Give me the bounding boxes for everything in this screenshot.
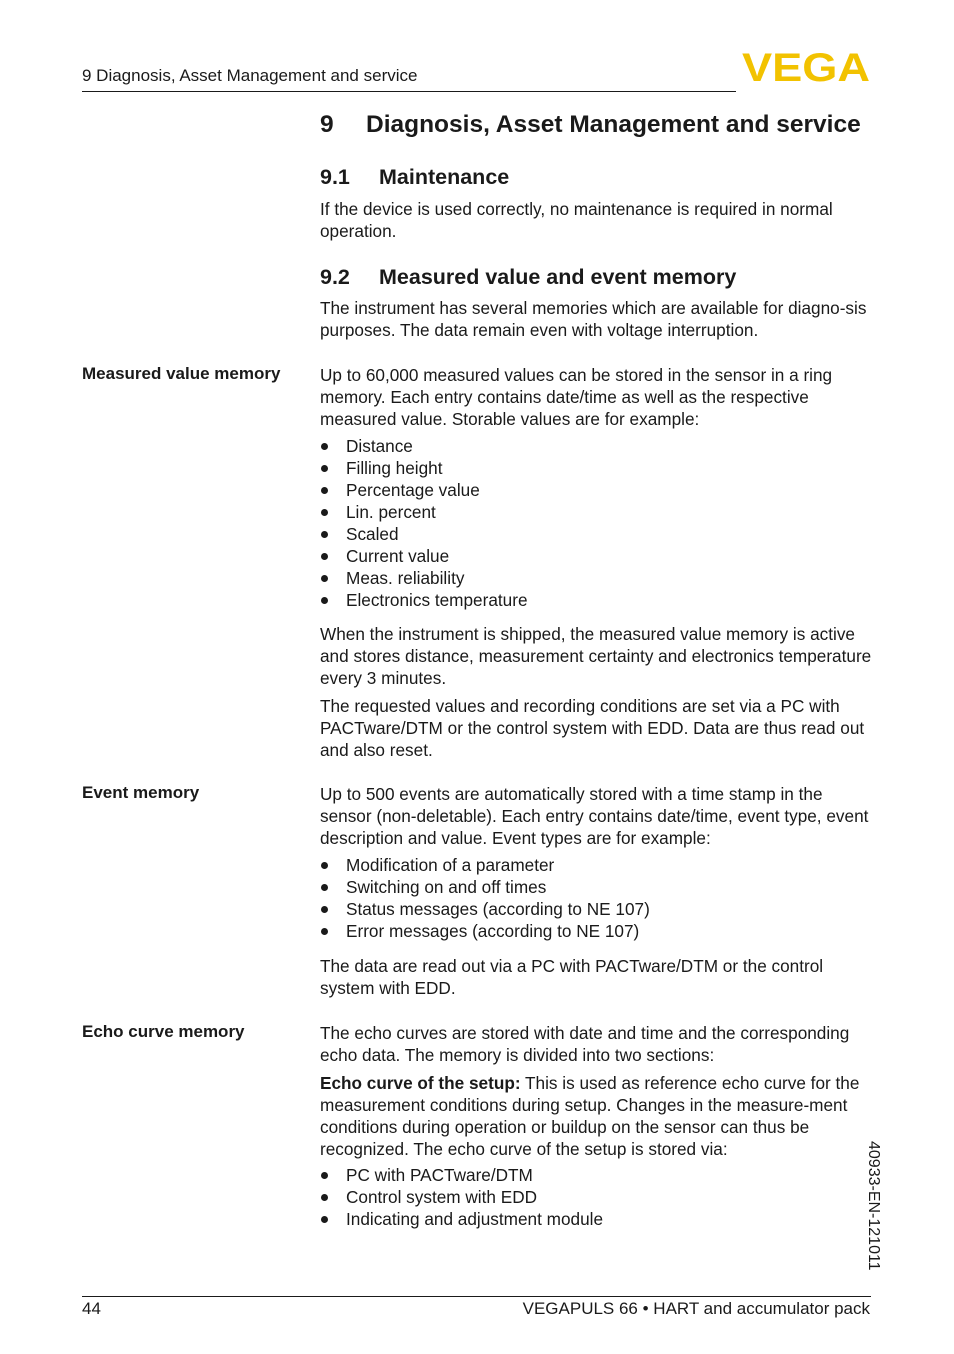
footer-document-title: VEGAPULS 66 • HART and accumulator pack (522, 1299, 870, 1318)
list-item: Lin. percent (320, 501, 528, 523)
section-title-memory (320, 265, 736, 290)
document-id: 40933-EN-121011 (865, 1141, 882, 1271)
echo-curve-memory-paragraph: The echo curves are stored with date and time and the corresponding echo data. The memory is divided into two sections: (320, 1023, 850, 1065)
page-number: 44 (82, 1299, 101, 1318)
list-item: Control system with EDD (320, 1186, 603, 1208)
list-item: Error messages (according to NE 107) (320, 920, 650, 942)
maintenance-paragraph: If the device is used correctly, no maintenance is required in normal operation. (320, 199, 833, 241)
chapter-title (320, 111, 861, 139)
list-item: Filling height (320, 457, 528, 479)
footer-divider (82, 1296, 871, 1297)
list-item: Scaled (320, 523, 528, 545)
section-title-maintenance (320, 165, 509, 190)
shipped-memory-paragraph: When the instrument is shipped, the measured value memory is active and stores distance, measurement certainty and electronics temperature every 3 minutes. (320, 624, 872, 688)
section-title-text: Maintenance (379, 165, 510, 189)
echo-curve-memory-label: Echo curve memory (82, 1022, 245, 1041)
section-title-text: Measured value and event memory (379, 265, 737, 289)
vega-logo (742, 50, 872, 84)
list-item: Percentage value (320, 479, 528, 501)
list-item: Modification of a parameter (320, 854, 650, 876)
logo-text: VEGA (742, 50, 870, 84)
echo-curve-setup-paragraph (320, 1072, 876, 1160)
list-item: Switching on and off times (320, 876, 650, 898)
event-readout-paragraph: The data are read out via a PC with PACTware/DTM or the control system with EDD. (320, 956, 824, 998)
event-memory-paragraph: Up to 500 events are automatically stored with a time stamp in the sensor (non-deletable). Each entry contains date/time, event type, event description and value. Event types are for example: (320, 784, 869, 848)
echo-curve-setup-text: This is used as reference echo curve for the measurement conditions during setup. Changes in the measure-ment conditions during operation or buildup on the sensor can thus be recognized. The echo curve of the setup is stored via: (320, 1073, 860, 1159)
list-item: Meas. reliability (320, 567, 528, 589)
measured-values-list (320, 435, 528, 611)
event-types-list (320, 854, 650, 942)
list-item: Electronics temperature (320, 589, 528, 611)
list-item: Distance (320, 435, 528, 457)
list-item: Indicating and adjustment module (320, 1208, 603, 1230)
measured-value-memory-paragraph: Up to 60,000 measured values can be stored in the sensor in a ring memory. Each entry contains date/time as well as the respective measured value. Storable values are for example: (320, 365, 833, 429)
event-memory-label: Event memory (82, 783, 200, 802)
chapter-number: 9 (320, 111, 334, 138)
header-divider (82, 91, 736, 92)
list-item: Status messages (according to NE 107) (320, 898, 650, 920)
running-header: 9 Diagnosis, Asset Management and service (82, 66, 418, 85)
list-item: PC with PACTware/DTM (320, 1164, 603, 1186)
section-number: 9.2 (320, 265, 350, 289)
recording-conditions-paragraph: The requested values and recording conditions are set via a PC with PACTware/DTM or the control system with EDD. Data are thus read out and also reset. (320, 696, 865, 760)
measured-value-memory-label: Measured value memory (82, 364, 281, 383)
chapter-title-text: Diagnosis, Asset Management and service (366, 111, 861, 138)
memory-intro-paragraph: The instrument has several memories which are available for diagno-sis purposes. The data remain even with voltage interruption. (320, 298, 867, 340)
echo-curve-setup-label: Echo curve of the setup: (320, 1073, 521, 1093)
echo-curve-storage-list (320, 1164, 603, 1230)
section-number: 9.1 (320, 165, 350, 189)
list-item: Current value (320, 545, 528, 567)
